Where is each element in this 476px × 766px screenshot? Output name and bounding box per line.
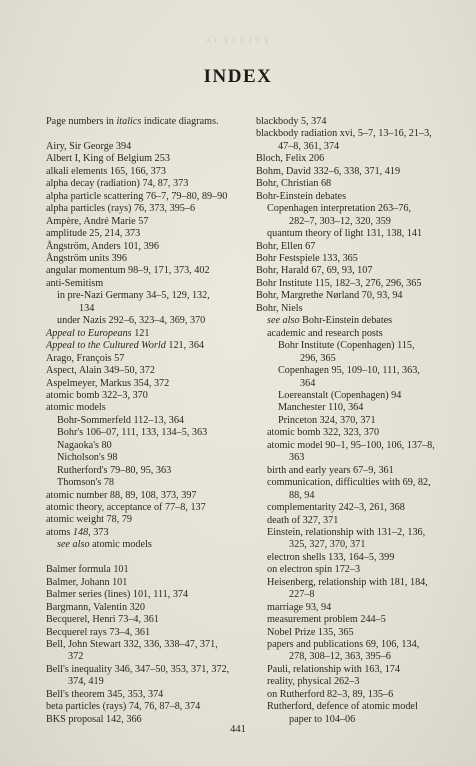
entry-text: on electron spin 172–3 [267, 564, 361, 576]
entry-text: Balmer formula 101 [46, 564, 129, 576]
entry-italic-text: see also [57, 539, 90, 551]
entry-text: complementarity 242–3, 261, 368 [267, 502, 405, 514]
entry-text: alpha decay (radiation) 74, 87, 373 [46, 178, 189, 190]
index-entry [46, 166, 251, 178]
index-entry [46, 253, 251, 265]
index-entry [256, 378, 456, 390]
index-entry [256, 477, 456, 489]
index-entry [256, 253, 456, 265]
entry-text: 227–8 [289, 589, 315, 601]
index-entry [256, 427, 456, 439]
entry-text: atomic weight 78, 79 [46, 514, 133, 526]
entry-text: Rutherford's 79–80, 95, 363 [57, 464, 172, 476]
index-entry [46, 701, 251, 713]
entry-text: blackbody 5, 374 [256, 116, 327, 127]
index-entry [256, 315, 456, 327]
entry-text: Bloch, Felix 206 [256, 153, 325, 165]
entry-text: death of 327, 371 [267, 514, 339, 526]
index-entry [46, 328, 251, 340]
entry-text: Aspelmeyer, Markus 354, 372 [46, 377, 170, 389]
index-entry [46, 440, 251, 452]
entry-text: under Nazis 292–6, 323–4, 369, 370 [57, 315, 206, 327]
index-entry [256, 203, 456, 215]
index-entry [256, 664, 456, 676]
entry-text: 282–7, 303–12, 320, 359 [289, 215, 391, 227]
index-entry [46, 465, 251, 477]
entry-text: 374, 419 [68, 676, 104, 688]
index-entry [256, 452, 456, 464]
entry-text: 363 [289, 452, 305, 464]
entry-text: Nobel Prize 135, 365 [267, 626, 354, 638]
index-entry [256, 627, 456, 639]
index-entry [256, 328, 456, 340]
entry-locators: 121 [131, 327, 150, 339]
entry-text: in pre-Nazi Germany 34–5, 129, 132, [57, 290, 210, 302]
entry-text: 47–8, 361, 374 [278, 140, 340, 152]
index-entry [46, 390, 251, 402]
entry-locators: Bohr-Einstein debates [299, 315, 393, 327]
entry-text: 296, 365 [300, 352, 336, 364]
entry-text: 372 [68, 651, 84, 663]
index-entry [256, 228, 456, 240]
index-column-left [46, 116, 251, 726]
index-entry [46, 639, 251, 651]
entry-text: Becquerel rays 73–4, 361 [46, 626, 151, 638]
entry-italic-text: italics [116, 116, 142, 127]
index-spacer [46, 128, 251, 140]
entry-text: 364 [300, 377, 316, 389]
entry-text: Bohr, Niels [256, 302, 303, 314]
index-entry [256, 415, 456, 427]
entry-text: angular momentum 98–9, 171, 373, 402 [46, 265, 210, 277]
entry-text: measurement problem 244–5 [267, 614, 386, 626]
entry-text: Ångström, Anders 101, 396 [46, 240, 159, 252]
entry-text: quantum theory of light 131, 138, 141 [267, 228, 423, 240]
entry-text: paper to 104–06 [289, 713, 356, 725]
bleed-through-text: A C T I V I T Y [205, 36, 271, 45]
index-entry [46, 178, 251, 190]
index-entry [256, 539, 456, 551]
index-column-right [256, 116, 456, 726]
entry-text: academic and research posts [267, 327, 383, 339]
entry-text: atomic model 90–1, 95–100, 106, 137–8, [267, 439, 435, 451]
entry-text: Ampère, André Marie 57 [46, 215, 149, 227]
index-entry [46, 527, 251, 539]
entry-text: Ångström units 396 [46, 252, 127, 264]
index-entry [46, 191, 251, 203]
entry-text: Aspect, Alain 349–50, 372 [46, 365, 155, 377]
entry-text: papers and publications 69, 106, 134, [267, 639, 420, 651]
index-entry [46, 602, 251, 614]
index-entry [46, 116, 251, 128]
index-entry [256, 303, 456, 315]
entry-text: Bohr Institute 115, 182–3, 276, 296, 365 [256, 277, 422, 289]
index-entry [256, 527, 456, 539]
entry-italic-text: Appeal to the Cultured World [46, 340, 166, 352]
index-entry [46, 303, 251, 315]
index-entry [256, 265, 456, 277]
index-entry [46, 490, 251, 502]
entry-text: Einstein, relationship with 131–2, 136, [267, 526, 426, 538]
index-entry [46, 241, 251, 253]
entry-text: electron shells 133, 164–5, 399 [267, 551, 395, 563]
entry-text: anti-Semitism [46, 277, 104, 289]
entry-text: Copenhagen 95, 109–10, 111, 363, [278, 365, 420, 377]
entry-text: alpha particles (rays) 76, 373, 395–6 [46, 203, 196, 215]
index-entry [46, 228, 251, 240]
index-entry [46, 141, 251, 153]
entry-text: Albert I, King of Belgium 253 [46, 153, 170, 165]
index-entry [256, 676, 456, 688]
entry-text: amplitude 25, 214, 373 [46, 228, 141, 240]
index-entry [256, 490, 456, 502]
index-entry [46, 365, 251, 377]
entry-italic-text: 148 [72, 526, 89, 538]
index-entry [46, 577, 251, 589]
entry-text: Bell, John Stewart 332, 336, 338–47, 371, [46, 639, 218, 650]
index-entry [256, 141, 456, 153]
entry-text: atoms [46, 526, 73, 538]
index-entry [46, 203, 251, 215]
index-entry [256, 278, 456, 290]
index-entry [256, 153, 456, 165]
entry-text: Bohr Festspiele 133, 365 [256, 252, 358, 264]
index-entry [256, 564, 456, 576]
index-entry [46, 664, 251, 676]
index-entry [256, 241, 456, 253]
index-entry [46, 402, 251, 414]
entry-locators: , 373 [88, 526, 109, 538]
entry-text: 134 [79, 302, 95, 314]
entry-text: blackbody radiation xvi, 5–7, 13–16, 21–3, [256, 128, 432, 140]
index-entry [256, 216, 456, 228]
index-entry [46, 676, 251, 688]
index-entry [46, 614, 251, 626]
index-entry [46, 378, 251, 390]
entry-text: on Rutherford 82–3, 89, 135–6 [267, 688, 394, 700]
index-entry [46, 689, 251, 701]
index-entry [256, 689, 456, 701]
entry-text: Bargmann, Valentin 320 [46, 601, 145, 613]
page-number: 441 [230, 724, 246, 735]
index-entry [46, 340, 251, 352]
index-entry [256, 166, 456, 178]
index-entry [256, 701, 456, 713]
index-entry [256, 178, 456, 190]
index-entry [256, 552, 456, 564]
index-entry [46, 539, 251, 551]
index-entry [256, 651, 456, 663]
entry-text: Bell's theorem 345, 353, 374 [46, 688, 164, 700]
entry-text: Bohr, Ellen 67 [256, 240, 316, 252]
entry-text: Bohr-Sommerfeld 112–13, 364 [57, 414, 185, 426]
entry-text: Thomson's 78 [57, 477, 115, 489]
entry-text: communication, difficulties with 69, 82, [267, 477, 431, 489]
index-entry [256, 390, 456, 402]
entry-text: Loereanstalt (Copenhagen) 94 [278, 389, 402, 401]
index-entry [256, 465, 456, 477]
entry-text: Nagaoka's 80 [57, 439, 112, 451]
entry-text: 325, 327, 370, 371 [289, 539, 366, 551]
entry-locators: atomic models [89, 539, 152, 551]
index-entry [256, 515, 456, 527]
entry-text: reality, physical 262–3 [267, 676, 360, 688]
entry-text: 88, 94 [289, 489, 315, 501]
entry-text: Page numbers in [46, 116, 117, 127]
entry-locators: indicate diagrams. [141, 116, 219, 127]
entry-text: alkali elements 165, 166, 373 [46, 165, 166, 177]
entry-text: Copenhagen interpretation 263–76, [267, 203, 412, 215]
entry-text: atomic theory, acceptance of 77–8, 137 [46, 502, 206, 514]
entry-text: Bohr's 106–07, 111, 133, 134–5, 363 [57, 427, 208, 439]
index-entry [256, 402, 456, 414]
index-entry [46, 651, 251, 663]
entry-text: Balmer, Johann 101 [46, 576, 128, 588]
index-entry [46, 514, 251, 526]
entry-text: Rutherford, defence of atomic model [267, 701, 418, 713]
index-entry [46, 290, 251, 302]
entry-text: Pauli, relationship with 163, 174 [267, 663, 400, 675]
entry-text: atomic number 88, 89, 108, 373, 397 [46, 489, 197, 501]
index-entry [46, 216, 251, 228]
entry-text: Princeton 324, 370, 371 [278, 414, 376, 426]
index-entry [256, 589, 456, 601]
index-entry [46, 265, 251, 277]
entry-text: Bell's inequality 346, 347–50, 353, 371, 372, [46, 663, 230, 675]
index-entry [46, 353, 251, 365]
index-entry [256, 128, 456, 140]
entry-italic-text: Appeal to Europeans [46, 327, 132, 339]
index-entry [46, 477, 251, 489]
index-entry [256, 577, 456, 589]
index-entry [46, 427, 251, 439]
index-entry [46, 452, 251, 464]
entry-text: Balmer series (lines) 101, 111, 374 [46, 589, 189, 601]
index-entry [256, 614, 456, 626]
entry-text: birth and early years 67–9, 361 [267, 464, 394, 476]
entry-text: 278, 308–12, 363, 395–6 [289, 651, 391, 663]
entry-text: atomic bomb 322–3, 370 [46, 389, 148, 401]
entry-text: BKS proposal 142, 366 [46, 713, 142, 725]
entry-text: alpha particle scattering 76–7, 79–80, 89–90 [46, 190, 228, 202]
entry-text: Bohr Institute (Copenhagen) 115, [278, 340, 415, 352]
entry-text: Bohr, Margrethe Nørland 70, 93, 94 [256, 290, 403, 302]
index-entry [256, 365, 456, 377]
entry-text: Bohr-Einstein debates [256, 190, 347, 202]
entry-text: Manchester 110, 364 [278, 402, 364, 414]
index-entry [256, 191, 456, 203]
index-entry [256, 290, 456, 302]
index-entry [256, 602, 456, 614]
index-entry [46, 564, 251, 576]
index-entry [256, 353, 456, 365]
index-entry [256, 440, 456, 452]
index-entry [46, 415, 251, 427]
entry-text: atomic bomb 322, 323, 370 [267, 427, 380, 439]
entry-text: Bohr, Harald 67, 69, 93, 107 [256, 265, 373, 277]
entry-text: Airy, Sir George 394 [46, 140, 132, 152]
index-entry [46, 278, 251, 290]
index-entry [256, 340, 456, 352]
entry-text: beta particles (rays) 74, 76, 87–8, 374 [46, 701, 201, 713]
entry-text: atomic models [46, 402, 106, 414]
entry-text: Bohm, David 332–6, 338, 371, 419 [256, 165, 401, 177]
index-entry [256, 639, 456, 651]
entry-text: marriage 93, 94 [267, 601, 332, 613]
index-entry [256, 116, 456, 128]
index-entry [46, 589, 251, 601]
entry-text: Arago, François 57 [46, 352, 125, 364]
entry-text: Bohr, Christian 68 [256, 178, 332, 190]
entry-text: Nicholson's 98 [57, 452, 118, 464]
entry-italic-text: see also [267, 315, 300, 327]
index-entry [46, 502, 251, 514]
index-entry [256, 502, 456, 514]
index-entry [46, 627, 251, 639]
page-title: INDEX [203, 66, 273, 87]
index-spacer [46, 552, 251, 564]
entry-text: Becquerel, Henri 73–4, 361 [46, 614, 159, 626]
index-entry [46, 153, 251, 165]
index-entry [46, 315, 251, 327]
entry-locators: 121, 364 [165, 340, 204, 352]
entry-text: Heisenberg, relationship with 181, 184, [267, 576, 428, 588]
